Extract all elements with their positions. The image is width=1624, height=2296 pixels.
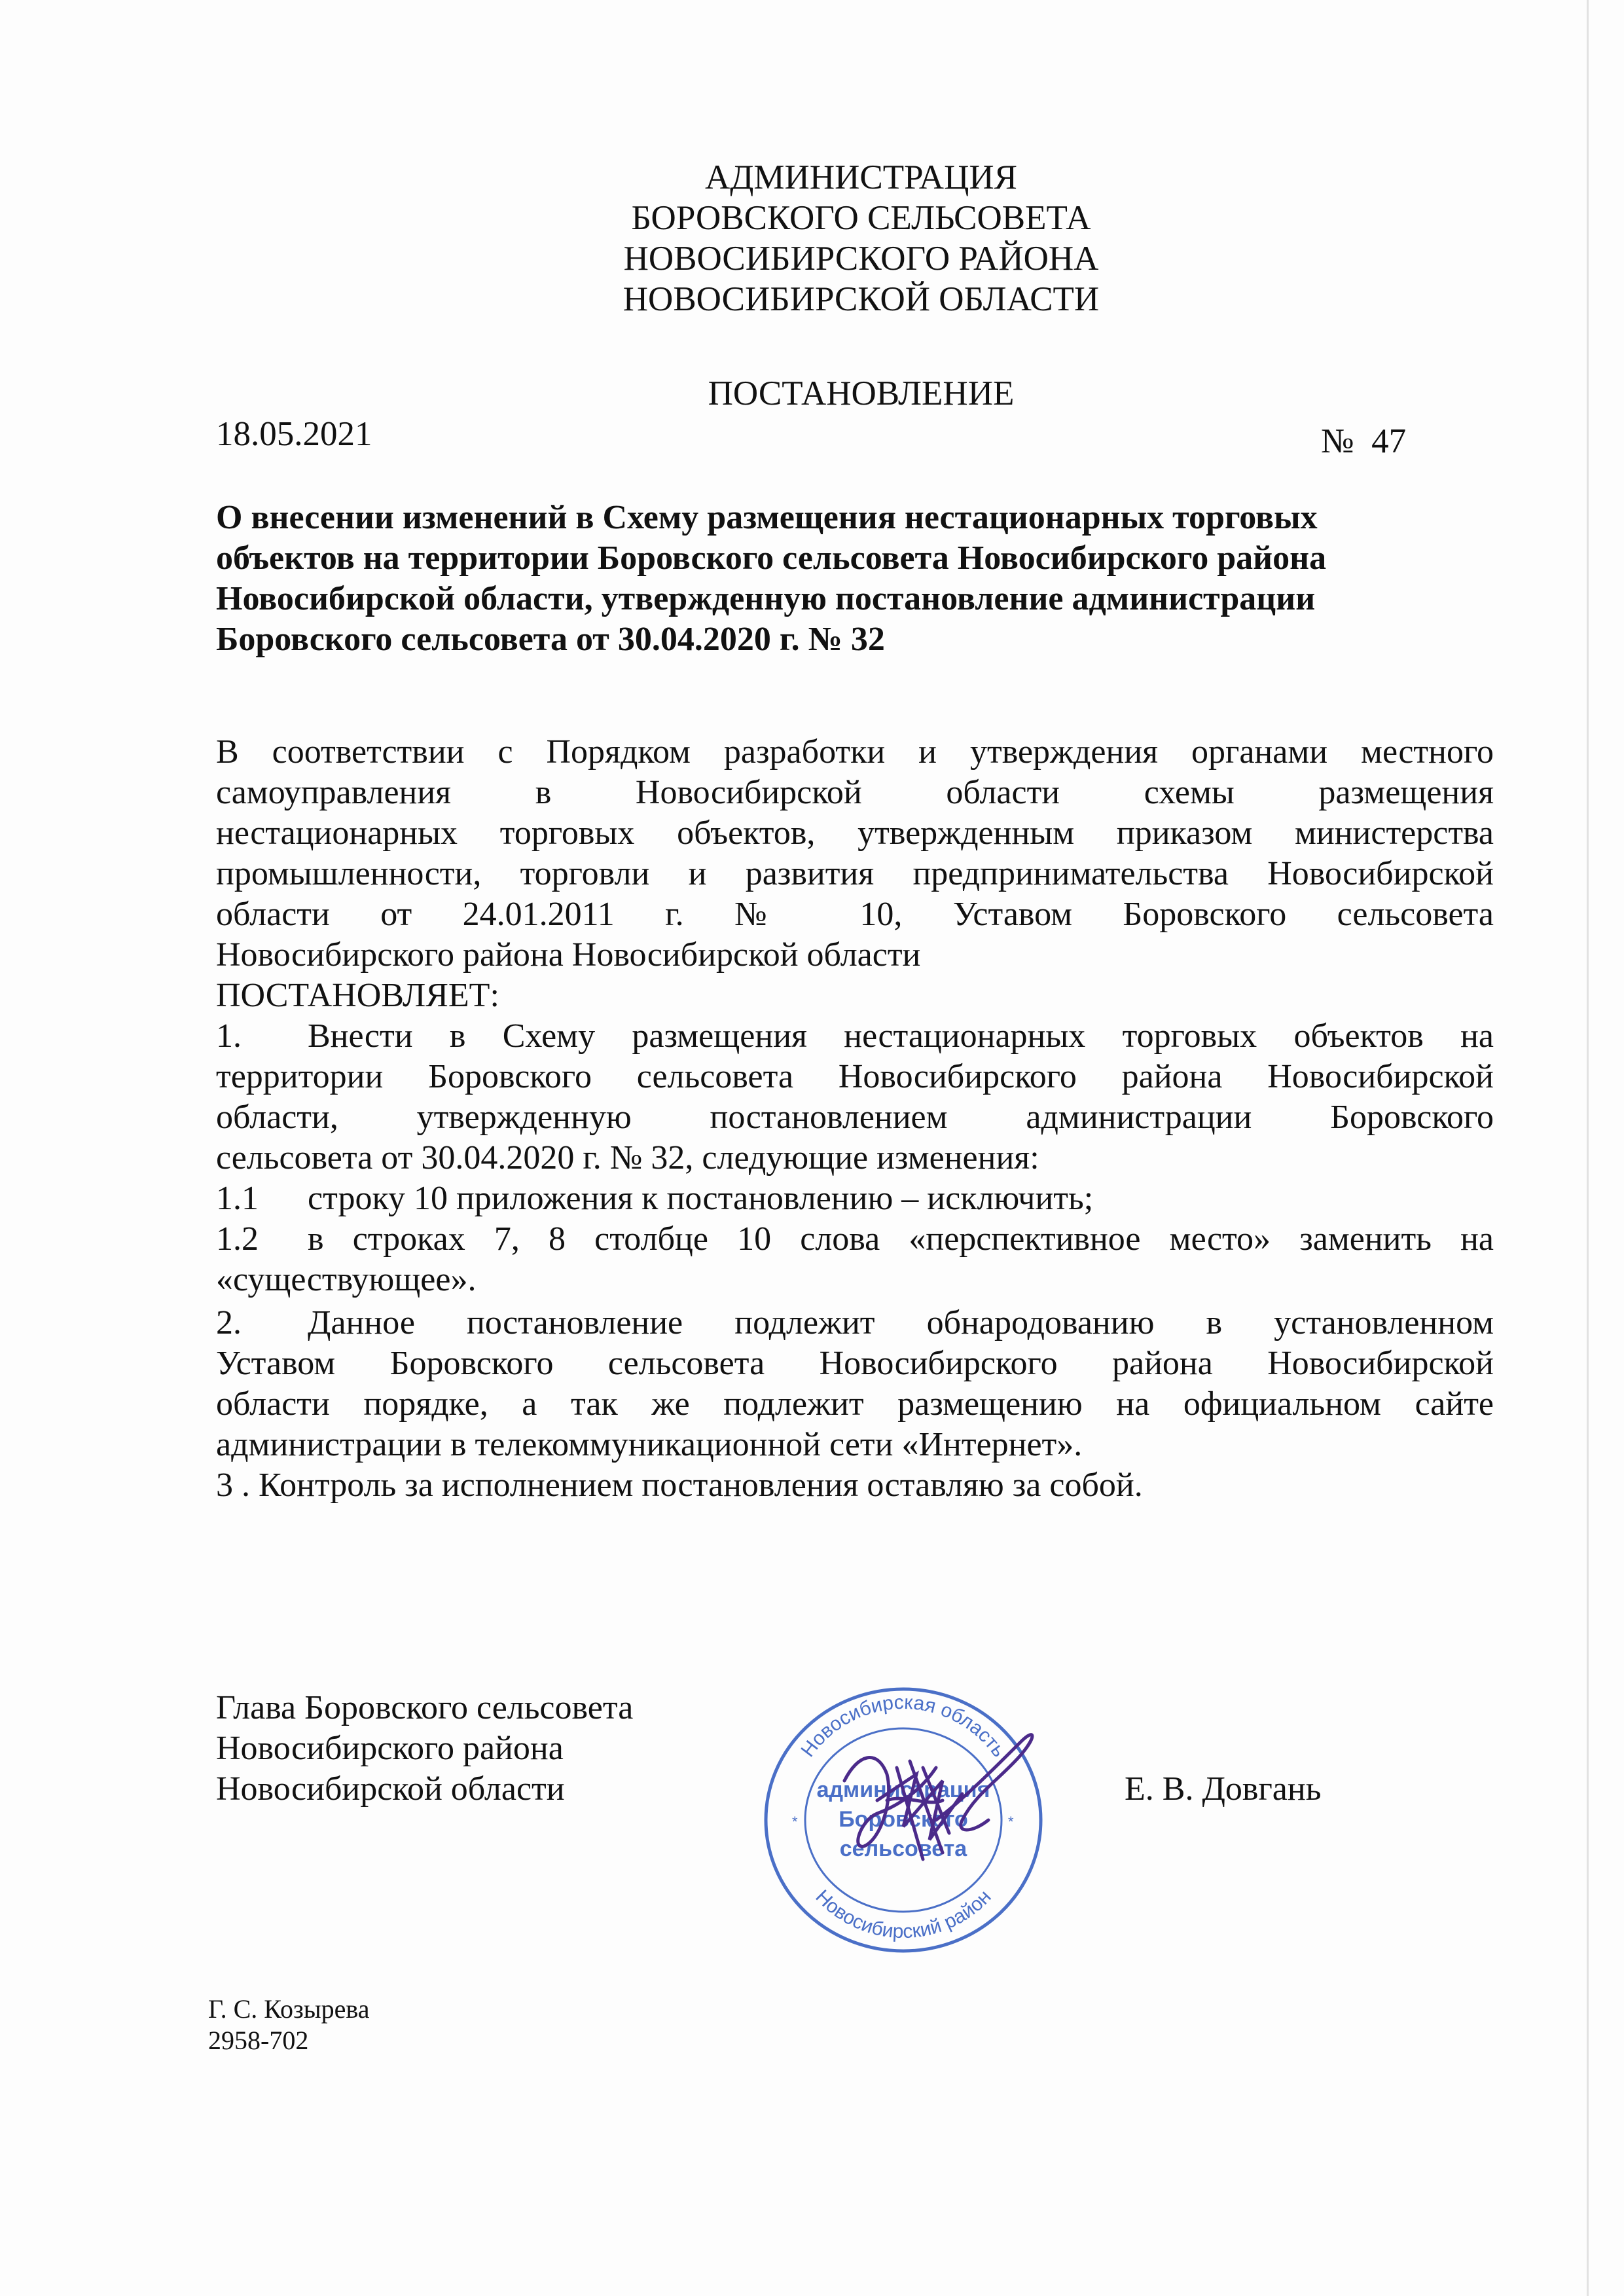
signatory-line: Новосибирского района: [216, 1730, 564, 1767]
stamp-ring-bottom-text: Новосибирский район: [811, 1886, 996, 1943]
org-line: АДМИНИСТРАЦИЯ: [705, 158, 1017, 196]
item-3: 3 . Контроль за исполнением постановления оставляю за собой.: [216, 1467, 1143, 1504]
document-type-label: ПОСТАНОВЛЕНИЕ: [708, 374, 1015, 412]
preamble-line: области от 24.01.2011 г. № 10, Уставом Боровского сельсовета: [216, 896, 1494, 933]
preamble: [216, 732, 1494, 1016]
resolves-label: ПОСТАНОВЛЯЕТ:: [216, 977, 499, 1014]
document-date: 18.05.2021: [216, 415, 372, 453]
preamble-line: В соответствии с Порядком разработки и утверждения органами местного: [216, 733, 1494, 771]
item-2-number: 2.: [216, 1304, 242, 1341]
executor-phone: 2958-702: [208, 2026, 309, 2055]
executor-block: [208, 1994, 370, 2056]
document-title: [216, 498, 1506, 660]
document-number: № 47: [1321, 422, 1407, 460]
signatory-line: Глава Боровского сельсовета: [216, 1689, 634, 1726]
organization-header: [0, 157, 1624, 319]
stamp-ring-top-text: Новосибирская область: [797, 1691, 1010, 1761]
preamble-line: самоуправления в Новосибирской области схемы размещения: [216, 774, 1494, 811]
preamble-line: нестационарных торговых объектов, утвержденным приказом министерства: [216, 814, 1494, 852]
signatory-position: [216, 1688, 633, 1810]
item-1-1: [216, 1178, 1494, 1219]
org-line: НОВОСИБИРСКОЙ ОБЛАСТИ: [623, 280, 1100, 318]
item-1-2-line: [216, 1219, 1494, 1260]
item-1-2-number: 1.2: [216, 1220, 259, 1258]
item-1: [216, 1016, 1494, 1178]
preamble-line: Новосибирского района Новосибирской области: [216, 936, 921, 974]
page-edge-shadow: [1587, 0, 1589, 2296]
org-line: БОРОВСКОГО СЕЛЬСОВЕТА: [631, 199, 1091, 237]
item-1-1-text: строку 10 приложения к постановлению – исключить;: [308, 1180, 1094, 1217]
org-line: НОВОСИБИРСКОГО РАЙОНА: [623, 240, 1099, 278]
item-2-line: [216, 1303, 1494, 1343]
item-1-line: сельсовета от 30.04.2020 г. № 32, следующие изменения:: [216, 1139, 1039, 1176]
item-1-line: области, утвержденную постановлением администрации Боровского: [216, 1099, 1494, 1136]
item-1-2: [216, 1219, 1494, 1300]
item-1-2-text: в строках 7, 8 столбце 10 слова «перспективное место» заменить на: [308, 1220, 1494, 1258]
item-1-2-line: «существующее».: [216, 1261, 477, 1298]
preamble-line: промышленности, торговли и развития предпринимательства Новосибирской: [216, 855, 1494, 892]
signatory-name: Е. В. Довгань: [1125, 1770, 1322, 1808]
signatory-line: Новосибирской области: [216, 1770, 565, 1808]
item-2-line: администрации в телекоммуникационной сети «Интернет».: [216, 1426, 1083, 1463]
item-2-line: Уставом Боровского сельсовета Новосибирского района Новосибирской: [216, 1345, 1494, 1382]
title-line: объектов на территории Боровского сельсовета Новосибирского района: [216, 539, 1327, 577]
stamp-star-left: *: [792, 1813, 798, 1830]
item-1-line: [216, 1016, 1494, 1057]
item-1-1-number: 1.1: [216, 1180, 259, 1217]
item-1-number: 1.: [216, 1017, 242, 1055]
stamp-star-right: *: [1008, 1813, 1014, 1830]
stamp-center-line: сельсовета: [839, 1836, 967, 1861]
stamp-center-line: Боровского: [839, 1807, 968, 1832]
executor-name: Г. С. Козырева: [208, 1994, 370, 2024]
official-stamp: [746, 1669, 1060, 1958]
document-type: [0, 373, 1624, 414]
title-line: Боровского сельсовета от 30.04.2020 г. № 32: [216, 621, 885, 658]
title-line: О внесении изменений в Схему размещения нестационарных торговых: [216, 499, 1318, 536]
stamp-center-line: администрация: [816, 1777, 990, 1802]
item-1-line: территории Боровского сельсовета Новосибирского района Новосибирской: [216, 1058, 1494, 1095]
title-line: Новосибирской области, утвержденную постановление администрации: [216, 580, 1316, 617]
item-2: [216, 1303, 1494, 1465]
item-2-line: области порядке, а так же подлежит размещению на официальном сайте: [216, 1385, 1494, 1423]
item-1-text: Внести в Схему размещения нестационарных торговых объектов на: [308, 1017, 1494, 1055]
item-2-text: Данное постановление подлежит обнародованию в установленном: [308, 1304, 1494, 1341]
